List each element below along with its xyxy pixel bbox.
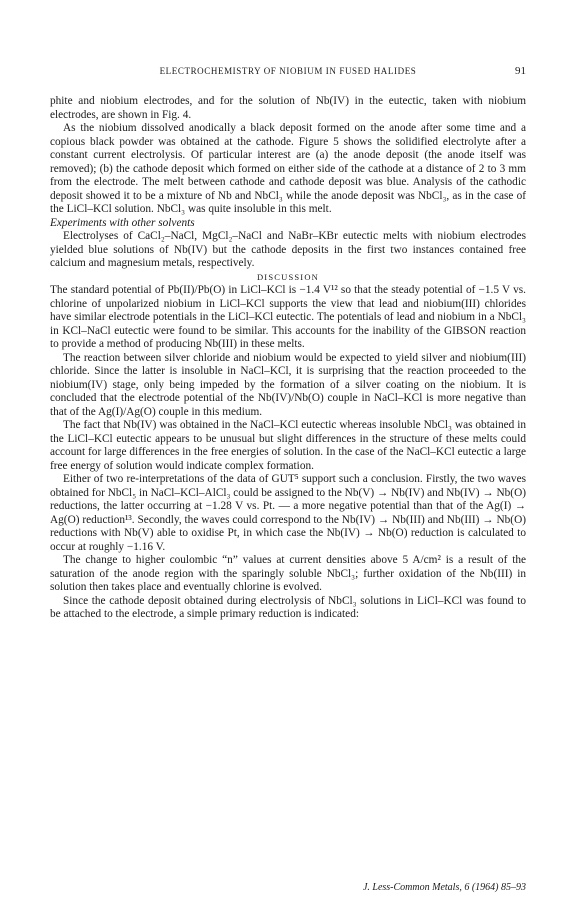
paragraph-gut-reinterpretation: Either of two re-interpretations of the data of GUT⁵ support such a conclusion. Firstly, the two waves obtained for NbCl₅ in NaCl–KCl–AlCl₃ could be assigned to the Nb(V) → Nb(IV) and Nb(IV) → Nb(O) reductions, the latter occurring at −1.28 V vs. Pt. — a more negative potential than that of the Ag(I) → Ag(O) reduction¹³. Secondly, the waves could correspond to the Nb(IV) → Nb(III) and Nb(III) → Nb(O) reductions with Nb(V) able to oxidise Pt, in which case the Nb(IV) → Nb(O) reduction is calculated to occur at roughly −1.16 V. bbox=[50, 473, 526, 553]
article-body bbox=[50, 95, 526, 622]
page-number: 91 bbox=[515, 65, 526, 77]
paragraph-eutectic-comparison: The fact that Nb(IV) was obtained in the NaCl–KCl eutectic whereas insoluble NbCl₃ was obtained in the LiCl–KCl eutectic appears to be unusual but slight differences in the structure of these melts could account for large differences in the free energies of solution. In the case of the NaCl–KCl eutectic a large free energy of solution would indicate complex formation. bbox=[50, 419, 526, 472]
paragraph-standard-potential: The standard potential of Pb(II)/Pb(O) in LiCl–KCl is −1.4 V¹² so that the steady potential of −1.5 V vs. chlorine of unpolarized niobium in LiCl–KCl supports the view that lead and niobium(III) chlorides have similar electrode potentials in the LiCl–KCl eutectic. The potentials of lead and niobium in a NbCl₃ in KCl–NaCl eutectic were found to be similar. This accounts for the inability of the GIBSON reaction to provide a method of producing Nb(III) in these melts. bbox=[50, 284, 526, 350]
paragraph-coulombic-values: The change to higher coulombic “n” values at current densities above 5 A/cm² is a result of the saturation of the anode region with the sparingly soluble NbCl₃; further oxidation of the Nb(III) in solution then takes place and eventually chlorine is evolved. bbox=[50, 554, 526, 593]
running-title: ELECTROCHEMISTRY OF NIOBIUM IN FUSED HALIDES bbox=[159, 66, 417, 76]
section-title-discussion: DISCUSSION bbox=[256, 271, 320, 282]
paragraph-anodic-dissolution: As the niobium dissolved anodically a black deposit formed on the anode after some time and a copious black powder was obtained at the cathode. Figure 5 shows the solidified electrolyte after a constant current electrolysis. Of particular interest are (a) the anode deposit (the anode itself was removed); (b) the cathode deposit which formed on either side of the cathode at a distance of 2 to 3 mm from the electrode. The melt between cathode and cathode deposit was blue. Analysis of the cathodic deposit showed it to be a mixture of Nb and NbCl₃ while the anode deposit was NbCl₃, as in the case of the LiCl–KCl solution. NbCl₃ was quite insoluble in this melt. bbox=[50, 122, 526, 215]
paragraph-silver-chloride: The reaction between silver chloride and niobium would be expected to yield silver and niobium(III) chloride. Since the latter is insoluble in NaCl–KCl, it is surprising that the reaction proceeded to the niobium(IV) stage, only being impeded by the formation of a silver coating on the niobium. It is concluded that the electrode potential of the Nb(IV)/Nb(O) couple in NaCl–KCl is more negative than that of the Ag(I)/Ag(O) couple in this medium. bbox=[50, 351, 526, 418]
running-head bbox=[50, 66, 526, 76]
journal-citation: J. Less-Common Metals, 6 (1964) 85–93 bbox=[362, 882, 526, 893]
paragraph-other-solvents: Electrolyses of CaCl₂–NaCl, MgCl₂–NaCl and NaBr–KBr eutectic melts with niobium electrodes yielded blue solutions of Nb(IV) but the cathode deposits in the first two instances contained free calcium and magnesium metals, respectively. bbox=[50, 230, 526, 269]
paragraph-fig4-continuation: phite and niobium electrodes, and for the solution of Nb(IV) in the eutectic, taken with niobium electrodes, are shown in Fig. 4. bbox=[50, 95, 526, 121]
paragraph-cathode-deposit: Since the cathode deposit obtained during electrolysis of NbCl₃ solutions in LiCl–KCl was found to be attached to the electrode, a simple primary reduction is indicated: bbox=[50, 594, 526, 620]
subheading-other-solvents: Experiments with other solvents bbox=[50, 216, 195, 229]
